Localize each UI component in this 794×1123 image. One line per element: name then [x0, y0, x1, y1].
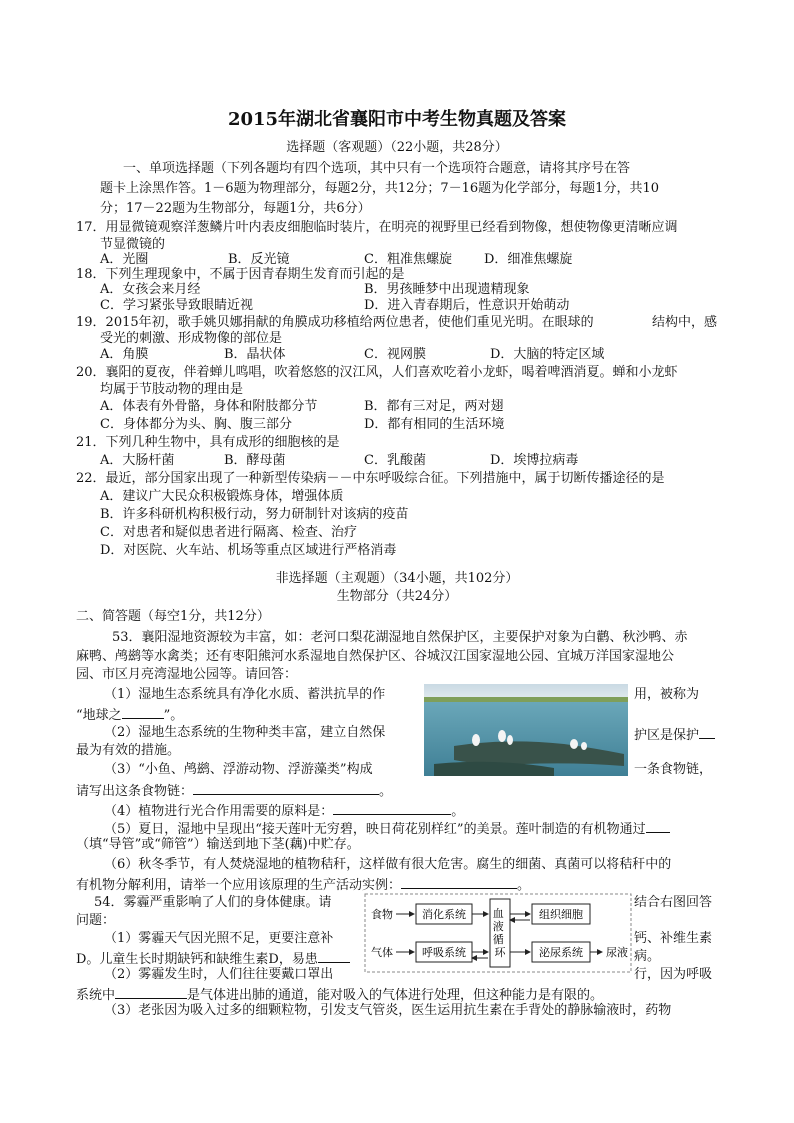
diagram-food-label: 食物	[371, 908, 393, 921]
q53-s3-tail: 一条食物链，	[634, 762, 713, 777]
part1-instruction-2: 题卡上涂黑作答。1－6题为物理部分，每题2分，共12分；7－16题为化学部分，每题1分，共10	[100, 181, 659, 196]
q17-option-b: B．反光镜	[228, 252, 290, 267]
page-title: 2015年湖北省襄阳市中考生物真题及答案	[227, 109, 567, 130]
q53-s1-text: （1）湿地生态系统具有净化水质、蓄洪抗旱的作	[104, 687, 386, 702]
q20-stem-cont: 均属于节肢动物的理由是	[100, 382, 244, 397]
q53-s4-text: （4）植物进行光合作用需要的原料是：	[104, 804, 334, 819]
q22-stem: 22．最近，部分国家出现了一种新型传染病－－中东呼吸综合征。下列措施中，属于切断传播途径的是	[76, 471, 665, 486]
section-nonchoice-heading: 非选择题（主观题）（34小题，共102分）	[275, 571, 519, 586]
q53-s6-line2	[76, 874, 530, 895]
respiratory-system-label: 呼吸系统	[422, 946, 466, 959]
blood-circulation-label: 血 液 循 环	[492, 907, 506, 959]
q53-s6-prefix: 有机物分解利用，请举一个应用该原理的生产活动实例：	[76, 878, 402, 893]
q20-stem: 20．襄阳的夏夜，伴着蝉儿鸣唱，吹着悠悠的汉江风，人们喜欢吃着小龙虾，喝着啤酒消夏。蝉和小龙虾	[76, 365, 678, 380]
q53-intro-2: 麻鸭、鸬鹚等水禽类；还有枣阳熊河水系湿地自然保护区、谷城汉江国家湿地公园、宜城万洋国家湿地公	[76, 649, 675, 664]
urinary-system-label: 泌尿系统	[539, 946, 583, 959]
q53-intro-1: 53．襄阳湿地资源较为丰富，如：老河口梨花湖湿地自然保护区，主要保护对象为白鹳、秋沙鸭、赤	[112, 630, 688, 645]
q21-option-d: D．埃博拉病毒	[490, 453, 579, 468]
q17-stem: 17．用显微镜观察洋葱鳞片叶内表皮细胞临时装片，在明亮的视野里已经看到物像，想使物像更清晰应调	[76, 220, 678, 235]
q18-option-b: B．男孩睡梦中出现遗精现象	[364, 282, 530, 297]
q53-s3-text: （3）“小鱼、鸬鹚、浮游动物、浮游藻类”构成	[104, 762, 373, 777]
q54-s1-suffix: 病。	[634, 949, 661, 964]
q20-option-b: B．都有三对足，两对翅	[364, 399, 504, 414]
q54-s2-prefix: 系统中	[76, 988, 116, 1003]
diagram-urine-label: 尿液	[606, 946, 628, 959]
part1-instruction-3: 分；17－22题为生物部分，每题1分，共6分）	[100, 201, 371, 216]
q53-s6-answer-blank[interactable]	[401, 874, 517, 889]
q54-stem-cont: 问题：	[76, 913, 116, 928]
diagram-gas-label: 气体	[371, 946, 393, 959]
q19-stem-cont: 受光的刺激、形成物像的部位是	[100, 331, 283, 346]
q54-s2-text: （2）雾霾发生时，人们往往要戴口罩出	[104, 967, 334, 982]
q22-option-a: A．建议广大民众积极锻炼身体，增强体质	[100, 489, 344, 504]
q54-s1-answer-blank[interactable]	[318, 948, 350, 963]
q20-option-c: C．身体都分为头、胸、腹三部分	[100, 417, 292, 432]
q21-option-a: A．大肠杆菌	[100, 453, 175, 468]
digestive-system-label: 消化系统	[422, 908, 466, 921]
q22-option-d: D．对医院、火车站、机场等重点区域进行严格消毒	[100, 543, 397, 558]
q54-s3-text: （3）老张因为吸入过多的细颗粒物，引发支气管炎，医生运用抗生素在手背处的静脉输液时，药物	[104, 1003, 672, 1018]
q53-s1-line2	[76, 704, 183, 725]
q53-s2-tail-text: 护区是保护	[634, 728, 700, 743]
q53-s1-prefix: “地球之	[76, 708, 122, 723]
q53-s5-answer-blank[interactable]	[646, 818, 670, 833]
q54-s1-prefix: D。儿童生长时期缺钙和缺维生素D，易患	[76, 952, 318, 967]
q54-stem-tail: 结合右图回答	[634, 895, 713, 910]
q53-s3-prefix: 请写出这条食物链：	[76, 784, 194, 799]
q18-option-c: C．学习紧张导致眼睛近视	[100, 298, 253, 313]
section-bio-heading: 生物部分（共24分）	[336, 589, 458, 604]
part2-title: 二、简答题（每空1分，共12分）	[76, 609, 270, 624]
q53-s1-tail: 用，被称为	[634, 687, 700, 702]
q19-option-a: A．角膜	[100, 347, 149, 362]
q53-s3-answer-blank[interactable]	[193, 780, 379, 795]
q54-s2-answer-blank[interactable]	[115, 984, 187, 999]
q53-s3-line2	[76, 780, 392, 801]
q53-s1-suffix: ”。	[163, 708, 184, 723]
q19-option-c: C．视网膜	[364, 347, 426, 362]
q53-intro-3: 园、市区月亮湾湿地公园等。请回答：	[76, 667, 298, 682]
q53-s3-suffix: 。	[379, 784, 393, 799]
q53-s4-suffix: 。	[451, 804, 465, 819]
q54-s1-tail: 钙、补维生素	[634, 931, 713, 946]
part1-instruction-1: 一、单项选择题（下列各题均有四个选项，其中只有一个选项符合题意，请将其序号在答	[123, 161, 631, 176]
q53-s4-answer-blank[interactable]	[333, 800, 451, 815]
q17-option-c: C．粗准焦螺旋	[364, 252, 452, 267]
q54-s2-tail: 行，因为呼吸	[634, 967, 713, 982]
q53-s2-tail	[634, 724, 715, 745]
q21-option-c: C．乳酸菌	[364, 453, 426, 468]
q19-option-b: B．晶状体	[224, 347, 286, 362]
q53-s1-answer-blank[interactable]	[122, 704, 164, 719]
q22-option-c: C．对患者和疑似患者进行隔离、检查、治疗	[100, 525, 357, 540]
tissue-cells-label: 组织细胞	[539, 908, 583, 921]
q20-option-a: A．体表有外骨骼，身体和附肢都分节	[100, 399, 318, 414]
q21-option-b: B．酵母菌	[224, 453, 286, 468]
wetland-photo	[424, 684, 628, 776]
section-choice-heading: 选择题（客观题）（22小题，共28分）	[286, 140, 508, 155]
q21-stem: 21．下列几种生物中，具有成形的细胞核的是	[76, 435, 340, 450]
q22-option-b: B．许多科研机构积极行动，努力研制针对该病的疫苗	[100, 507, 409, 522]
q17-stem-cont: 节显微镜的	[100, 237, 166, 252]
q20-option-d: D．都有相同的生活环境	[364, 417, 505, 432]
q18-stem: 18．下列生理现象中，不属于因青春期生发育而引起的是	[76, 267, 405, 282]
q18-option-d: D．进入青春期后，性意识开始萌动	[364, 298, 570, 313]
q53-s5-text: （5）夏日，湿地中呈现出“接天莲叶无穷碧，映日荷花别样红”的美景。莲叶制造的有机物通过	[104, 822, 646, 837]
q53-s6-text: （6）秋冬季节，有人焚烧湿地的植物秸秆，这样做有很大危害。腐生的细菌、真菌可以将秸秆中的	[104, 857, 672, 872]
q19-stem: 19．2015年初，歌手姚贝娜捐献的角膜成功移植给两位患者，使他们重见光明。在眼球的	[76, 315, 594, 330]
q19-stem-tail: 结构中，感	[652, 315, 718, 330]
q54-stem: 54．雾霾严重影响了人们的身体健康。请	[94, 895, 332, 910]
q18-option-a: A．女孩会来月经	[100, 282, 201, 297]
q53-s2-line2: 最为有效的措施。	[76, 743, 181, 758]
q54-s1-text: （1）雾霾天气因光照不足，更要注意补	[104, 931, 334, 946]
q17-option-a: A．光圈	[100, 252, 149, 267]
q19-option-d: D．大脑的特定区域	[490, 347, 605, 362]
q53-s6-suffix: 。	[517, 878, 531, 893]
q17-option-d: D．细准焦螺旋	[484, 252, 573, 267]
body-systems-diagram	[364, 893, 632, 973]
q54-s2-suffix: 是气体进出肺的通道，能对吸入的气体进行处理，但这种能力是有限的。	[187, 988, 604, 1003]
q53-s2-text: （2）湿地生态系统的生物种类丰富，建立自然保	[104, 725, 386, 740]
q53-s5-line2: （填“导管”或“筛管”）输送到地下茎(藕)中贮存。	[76, 837, 360, 852]
q53-s2-answer-blank[interactable]	[699, 724, 715, 739]
